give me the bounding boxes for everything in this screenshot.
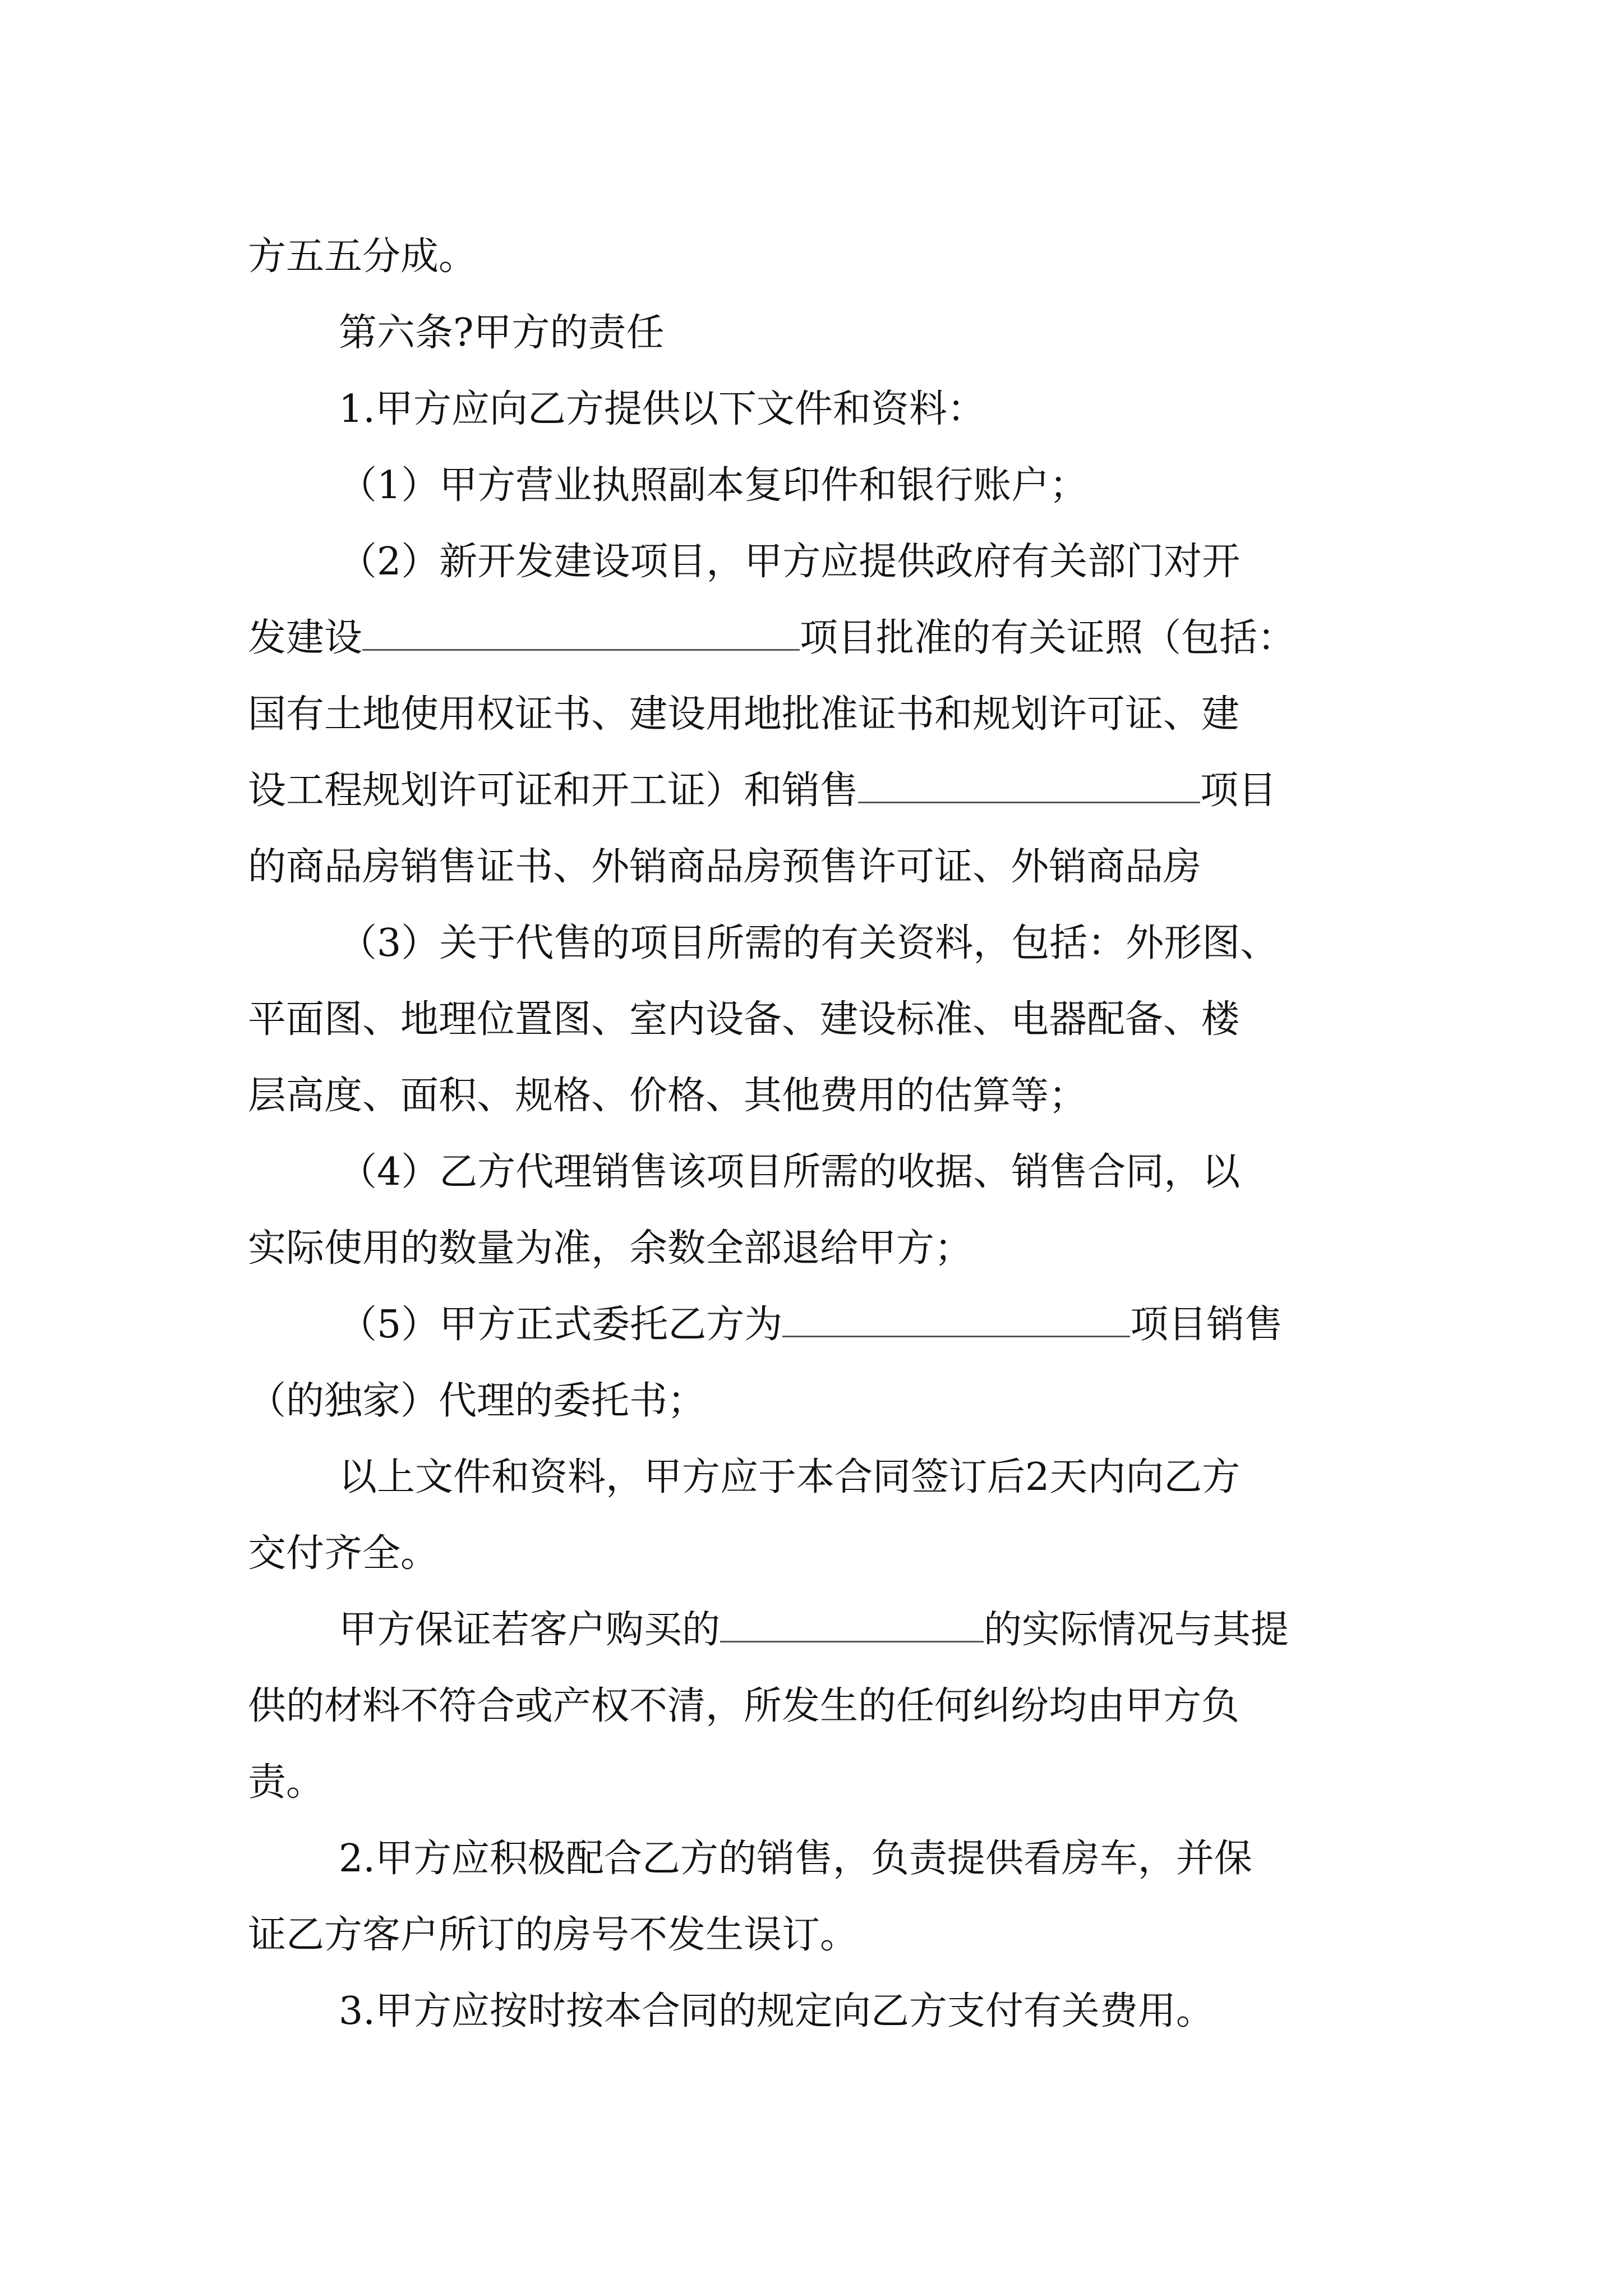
text-line (339, 524, 1240, 600)
text-line (339, 905, 1278, 982)
text-line (339, 1973, 1214, 2050)
text-segment: （5）甲方正式委托乙方为 (339, 1303, 783, 1347)
text-segment: 设工程规划许可证和开工证）和销售 (248, 769, 859, 813)
text-segment: （的独家）代理的委托书； (248, 1379, 706, 1423)
text-line (339, 1134, 1240, 1211)
text-line (339, 1821, 1252, 1897)
text-line (248, 982, 1239, 1058)
text-line (248, 829, 1201, 905)
text-segment: 2.甲方应积极配合乙方的销售，负责提供看房车，并保 (339, 1837, 1252, 1881)
fill-in-blank (362, 614, 800, 651)
text-segment: （1）甲方营业执照副本复印件和银行账户； (339, 463, 1088, 508)
text-segment: 国有土地使用权证书、建设用地批准证书和规划许可证、建 (248, 692, 1240, 737)
text-segment: 的商品房销售证书、外销商品房预售许可证、外销商品房 (248, 845, 1202, 889)
text-segment: （2）新开发建设项目，甲方应提供政府有关部门对开 (339, 540, 1241, 584)
text-line (339, 371, 985, 448)
text-line (248, 1897, 858, 1973)
text-segment: 供的材料不符合或产权不清，所发生的任何纠纷均由甲方负 (248, 1684, 1240, 1728)
text-segment: 3.甲方应按时按本合同的规定向乙方支付有关费用。 (339, 1989, 1214, 2033)
text-segment: 交付齐全。 (248, 1531, 439, 1576)
text-segment: 甲方保证若客户购买的 (339, 1608, 721, 1652)
text-line (339, 1287, 1283, 1363)
text-segment: 方五五分成。 (248, 234, 477, 279)
text-line (248, 1745, 324, 1821)
text-line (248, 1668, 1239, 1745)
text-segment: （4）乙方代理销售该项目所需的收据、销售合同，以 (339, 1150, 1241, 1194)
text-segment: 证乙方客户所订的房号不发生误订。 (248, 1913, 859, 1957)
text-line (248, 600, 1295, 677)
text-line (339, 1592, 1289, 1668)
fill-in-blank (720, 1606, 984, 1642)
text-segment: 的实际情况与其提 (984, 1608, 1289, 1652)
fill-in-blank (858, 767, 1200, 803)
text-line (248, 1363, 706, 1439)
text-line (248, 1211, 972, 1287)
text-segment: 实际使用的数量为准，余数全部退给甲方； (248, 1226, 973, 1271)
fill-in-blank (782, 1301, 1130, 1337)
text-line (339, 448, 1087, 524)
text-line (248, 753, 1276, 829)
text-line (248, 1058, 1087, 1134)
text-segment: 以上文件和资料，甲方应于本合同签订后2天内向乙方 (339, 1455, 1241, 1499)
text-segment: 发建设 (248, 616, 363, 660)
text-line (248, 219, 477, 295)
text-segment: 项目 (1200, 769, 1277, 813)
article-heading (339, 295, 664, 371)
text-segment: 1.甲方应向乙方提供以下文件和资料： (339, 387, 985, 431)
text-segment: （3）关于代售的项目所需的有关资料，包括：外形图、 (339, 921, 1279, 965)
text-segment: 项目销售 (1130, 1303, 1283, 1347)
text-line (248, 677, 1239, 753)
text-segment: 第六条?甲方的责任 (339, 311, 665, 355)
text-segment: 项目批准的有关证照（包括： (800, 616, 1296, 660)
text-segment: 层高度、面积、规格、价格、其他费用的估算等； (248, 1074, 1087, 1118)
text-segment: 平面图、地理位置图、室内设备、建设标准、电器配备、楼 (248, 997, 1240, 1042)
text-segment: 责。 (248, 1760, 325, 1805)
text-line (248, 1516, 439, 1592)
text-line (339, 1439, 1240, 1516)
